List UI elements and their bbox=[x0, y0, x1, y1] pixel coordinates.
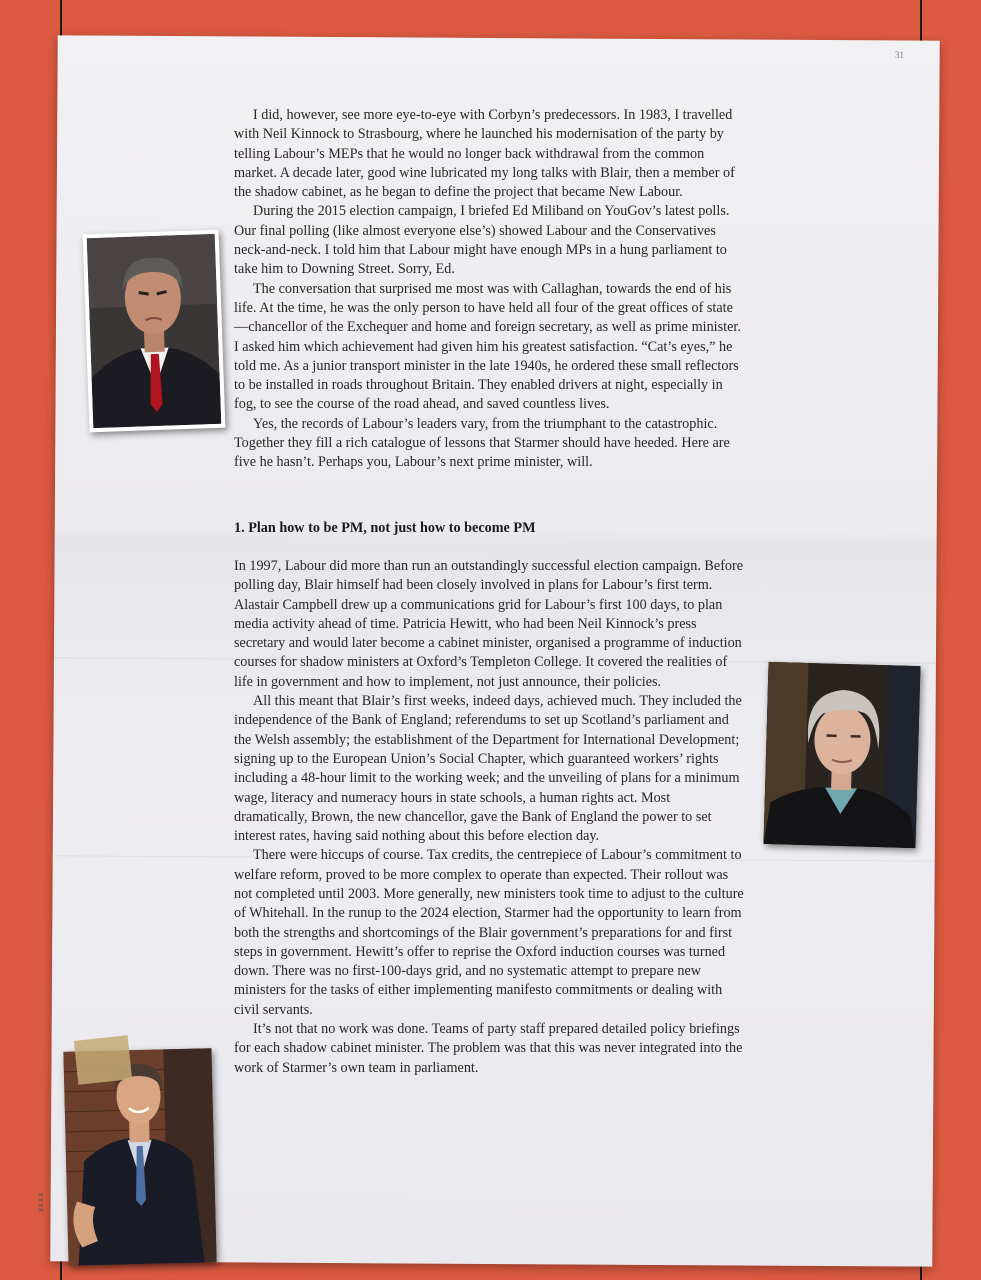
tape-strip bbox=[74, 1035, 132, 1084]
paragraph: In 1997, Labour did more than run an outstandingly successful election campaign. Before polling day, Blair himself had been closely involved in plans for Labour’s first term. Alastair Campbell drew up a communications grid for Labour’s first 100 days, to plan media activity ahead of time. Patricia Hewitt, who had been Neil Kinnock’s press secretary and would later become a cabinet minister, organised a programme of induction courses for shadow ministers at Oxford’s Templeton College. It covered the realities of life in government and how to implement, not just announce, their policies. bbox=[234, 557, 744, 690]
paragraph: The conversation that surprised me most was with Callaghan, towards the end of his life. At the time, he was the only person to have held all four of the great offices of state—chancellor of the Exchequer and home and foreign secretary, as well as prime minister. I asked him which achievement had given him his greatest satisfaction. “Cat’s eyes,” he told me. As a junior transport minister in the late 1940s, he ordered these small reflectors to be installed in roads throughout Britain. They enabled drivers at night, especially in fog, to see the course of the road ahead, and saved countless lives. bbox=[234, 280, 741, 413]
paragraph: It’s not that no work was done. Teams of party staff prepared detailed policy briefings for each shadow cabinet minister. The problem was that this was never integrated into the work of Starmer’s own team in parliament. bbox=[234, 1021, 743, 1076]
photo-ed-miliband bbox=[83, 230, 226, 433]
section-heading: 1. Plan how to be PM, not just how to become PM bbox=[234, 519, 536, 536]
paragraph: Yes, the records of Labour’s leaders vary, from the triumphant to the catastrophic. Together they fill a rich catalogue of lessons that Starmer should have heeded. Here are five he hasn’t. Perhaps you, Labour’s next prime minister, will. bbox=[234, 415, 730, 471]
paragraph: All this meant that Blair’s first weeks, indeed days, achieved much. They included the independence of the Bank of England; referendums to set up Scotland’s parliament and the Welsh assembly; the establishment of the Department for International Development; signing up to the European Union’s Social Chapter, which guaranteed workers’ rights including a 48-hour limit to the working week; and the unveiling of plans for a minimum wage, literacy and numeracy hours in state schools, a human rights act. Most dramatically, Brown, the new chancellor, gave the Bank of England the power to set interest rates, having said nothing about this before election day. bbox=[234, 693, 742, 845]
portrait-woman-grey-hair-icon bbox=[763, 662, 920, 848]
article-body bbox=[234, 106, 746, 1078]
side-code: xxxx bbox=[36, 1192, 45, 1212]
portrait-man-red-tie-icon bbox=[87, 234, 222, 428]
paragraph: During the 2015 election campaign, I briefed Ed Miliband on YouGov’s latest polls. Our final polling (like almost everyone else’s) showed Labour and the Conservatives neck-and-neck. I told him that Labour might have enough MPs in a hung parliament to take him to Downing Street. Sorry, Ed. bbox=[234, 203, 730, 278]
page-number: 31 bbox=[895, 50, 904, 60]
photo-patricia-hewitt bbox=[763, 662, 920, 848]
paragraph: I did, however, see more eye-to-eye with Corbyn’s predecessors. In 1983, I travelled with Neil Kinnock to Strasbourg, where he launched his modernisation of the party by telling Labour’s MEPs that he would no longer back withdrawal from the common market. A decade later, good wine lubricated my long talks with Blair, then a member of the shadow cabinet, as he began to define the project that became New Labour. bbox=[234, 107, 735, 201]
paragraph: There were hiccups of course. Tax credits, the centrepiece of Labour’s commitment to welfare reform, proved to be more complex to operate than expected. Their rollout was not completed until 2003. More generally, new ministers took time to adjust to the culture of Whitehall. In the runup to the 2024 election, Starmer had the opportunity to learn from both the strengths and shortcomings of the Blair government’s preparations for and first steps in government. Hewitt’s offer to reprise the Oxford induction courses was turned down. There was no first-100-days grid, and no systematic attempt to prepare new ministers for the tasks of either implementing manifesto commitments or dealing with civil servants. bbox=[234, 847, 744, 1018]
